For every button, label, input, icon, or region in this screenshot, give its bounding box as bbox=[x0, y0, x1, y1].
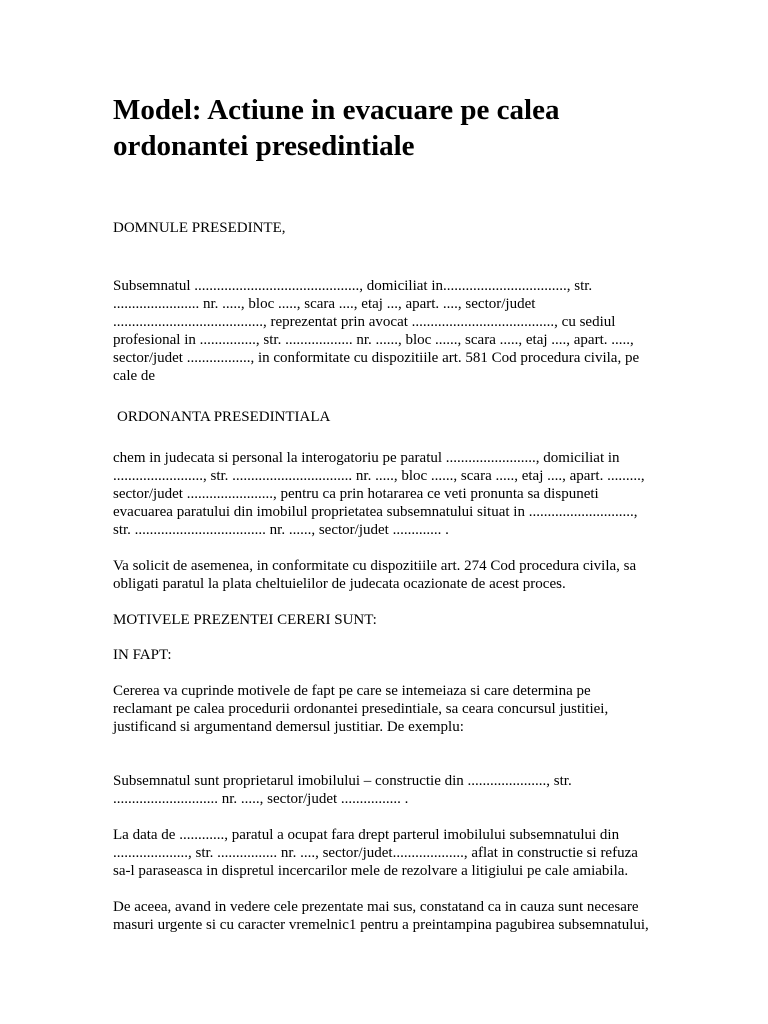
text-line: ...................., str. ................ nr. ...., sector/judet..................., aflat in constructie si refuza bbox=[113, 845, 638, 861]
text-line: justificand si argumentand demersul justitiar. De exemplu: bbox=[113, 719, 464, 735]
document-page bbox=[113, 92, 658, 934]
owner-paragraph bbox=[113, 772, 658, 808]
text-line: ........................................, reprezentat prin avocat ......................................, cu sediul bbox=[113, 314, 616, 330]
explanation-paragraph bbox=[113, 682, 658, 736]
text-line: ........................, str. ................................ nr. ....., bloc ......, scara ....., etaj ...., apart. ........., bbox=[113, 468, 645, 484]
heading-motive: MOTIVELE PREZENTEI CERERI SUNT: bbox=[113, 612, 377, 628]
heading-in-fapt: IN FAPT: bbox=[113, 647, 172, 663]
text-line: masuri urgente si cu caracter vremelnic1 pentru a preintampina pagubirea subsemnatului, bbox=[113, 917, 649, 933]
text-line: str. ................................... nr. ......, sector/judet ............. . bbox=[113, 522, 449, 538]
text-line: evacuarea paratului din imobilul proprietatea subsemnatului situat in ............................, bbox=[113, 504, 638, 520]
salutation: DOMNULE PRESEDINTE, bbox=[113, 220, 286, 236]
document-title bbox=[113, 92, 658, 164]
text-line: De aceea, avand in vedere cele prezentate mai sus, constatand ca in cauza sunt necesare bbox=[113, 899, 639, 915]
text-line: reclamant pe calea procedurii ordonantei presedintiale, sa ceara concursul justitiei, bbox=[113, 701, 609, 717]
costs-paragraph bbox=[113, 557, 658, 593]
intro-paragraph bbox=[113, 277, 658, 385]
text-line: chem in judecata si personal la interogatoriu pe paratul ........................, domiciliat in bbox=[113, 450, 620, 466]
title-line: Model: Actiune in evacuare pe calea bbox=[113, 94, 560, 126]
text-line: Va solicit de asemenea, in conformitate cu dispozitiile art. 274 Cod procedura civila, sa bbox=[113, 558, 637, 574]
text-line: sector/judet ................., in conformitate cu dispozitiile art. 581 Cod procedura civila, pe bbox=[113, 350, 640, 366]
summons-paragraph bbox=[113, 449, 658, 539]
text-line: La data de ............, paratul a ocupat fara drept parterul imobilului subsemnatului din bbox=[113, 827, 620, 843]
text-line: obligati paratul la plata cheltuielilor de judecata ocazionate de acest proces. bbox=[113, 576, 566, 592]
text-line: profesional in ..............., str. .................. nr. ......, bloc ......, scara ....., etaj ...., apart. ....., bbox=[113, 332, 634, 348]
text-line: cale de bbox=[113, 368, 156, 384]
heading-ordonanta: ORDONANTA PRESEDINTIALA bbox=[117, 409, 331, 425]
text-line: Cererea va cuprinde motivele de fapt pe care se intemeiaza si care determina pe bbox=[113, 683, 591, 699]
text-line: sa-l paraseasca in dispretul incercarilor mele de rezolvare a litigiului pe cale amiabila. bbox=[113, 863, 629, 879]
title-line: ordonantei presedintiale bbox=[113, 130, 415, 162]
occupation-paragraph bbox=[113, 826, 658, 880]
text-line: Subsemnatul ............................................, domiciliat in................................., str. bbox=[113, 278, 593, 294]
text-line: ............................ nr. ....., sector/judet ................ . bbox=[113, 791, 409, 807]
conclusion-paragraph bbox=[113, 898, 658, 934]
text-line: ....................... nr. ....., bloc ....., scara ...., etaj ..., apart. ...., sector/judet bbox=[113, 296, 536, 312]
text-line: sector/judet ......................., pentru ca prin hotararea ce veti pronunta sa dispuneti bbox=[113, 486, 599, 502]
text-line: Subsemnatul sunt proprietarul imobilului – constructie din ....................., str. bbox=[113, 773, 572, 789]
